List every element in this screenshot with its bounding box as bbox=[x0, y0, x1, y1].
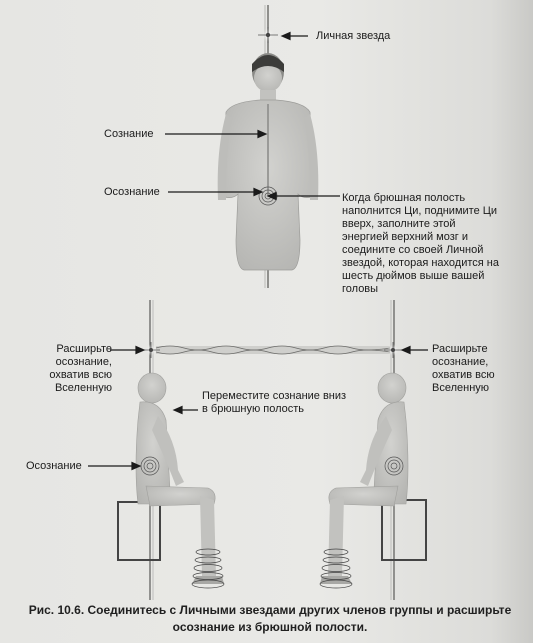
personal-star-label: Личная звезда bbox=[316, 30, 391, 42]
standing-figure bbox=[165, 5, 340, 288]
awareness-label-top: Осознание bbox=[104, 186, 160, 198]
move-down-label: Переместите сознание вниз в брюшную полость bbox=[202, 390, 347, 415]
awareness-label-bottom: Осознание bbox=[26, 460, 82, 472]
right-star-icon bbox=[384, 342, 402, 358]
personal-star-icon bbox=[258, 27, 278, 43]
expand-right-label: Расширьте осознание, охватив всю Вселенную bbox=[432, 343, 495, 394]
seated-figures bbox=[88, 300, 428, 600]
figure-caption: Рис. 10.6. Соединитесь с Личными звездами других членов группы и расширьте осознание из брюшной полости. bbox=[28, 603, 512, 634]
energy-band bbox=[156, 346, 390, 354]
instruction-label: Когда брюшная полость наполнится Ци, поднимите Ци вверх, заполните этой энергией верхний мозг и соедините со своей Личной звездой, которая находится на шесть дюймов выше вашей головы bbox=[342, 192, 499, 295]
expand-left-label: Расширьте осознание, охватив всю Вселенную bbox=[49, 343, 112, 394]
consciousness-label: Сознание bbox=[104, 128, 154, 140]
